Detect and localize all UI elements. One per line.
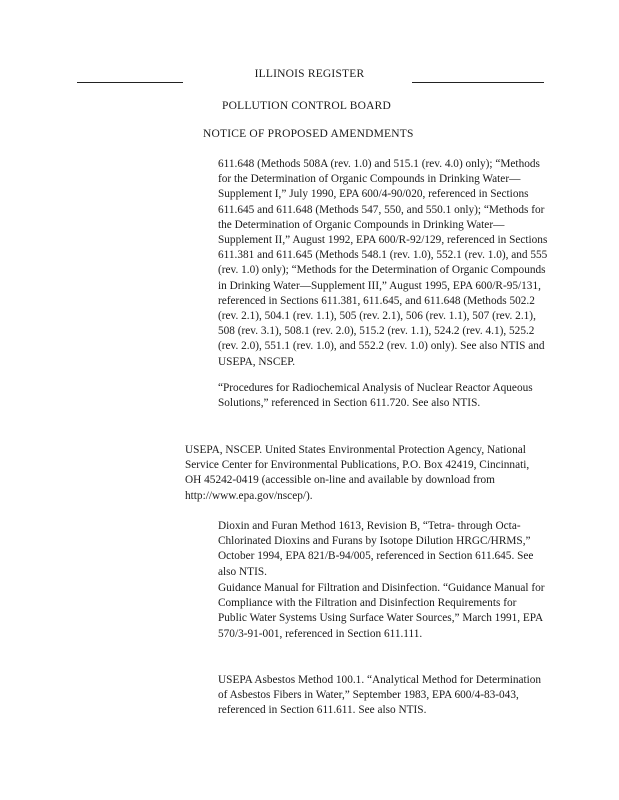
- paragraph-supplement-methods: 611.648 (Methods 508A (rev. 1.0) and 515.1 (rev. 4.0) only); “Methods for the Determination of Organic Compounds in Drinking Water—Supplement I,” July 1990, EPA 600/4-90/020, referenced in Sections 611.645 and 611.648 (Methods 547, 550, and 550.1 only); “Methods for the Determination of Organic Compounds in Drinking Water—Supplement II,” August 1992, EPA 600/R-92/129, referenced in Sections 611.381 and 611.645 (Methods 548.1 (rev. 1.0), 552.1 (rev. 1.0), and 555 (rev. 1.0) only); “Methods for the Determination of Organic Compounds in Drinking Water—Supplement III,” August 1995, EPA 600/R-95/131, referenced in Sections 611.381, 611.645, and 611.648 (Methods 502.2 (rev. 2.1), 504.1 (rev. 1.1), 505 (rev. 2.1), 506 (rev. 1.1), 507 (rev. 2.1), 508 (rev. 3.1), 508.1 (rev. 2.0), 515.2 (rev. 1.1), 524.2 (rev. 4.1), 525.2 (rev. 2.0), 551.1 (rev. 1.0), and 552.2 (rev. 1.0) only). See also NTIS and USEPA, NSCEP.: [218, 158, 548, 368]
- board-title: POLLUTION CONTROL BOARD: [222, 100, 392, 112]
- paragraph-dioxin-furan-method: Dioxin and Furan Method 1613, Revision B, “Tetra- through Octa-Chlorinated Dioxins and Furans by Isotope Dilution HRGC/HRMS,” October 1994, EPA 821/B-94/005, referenced in Section 611.645. See also NTIS.: [218, 520, 534, 578]
- paragraph-radiochemical-procedures: “Procedures for Radiochemical Analysis of Nuclear Reactor Aqueous Solutions,” referenced in Section 611.720. See also NTIS.: [218, 382, 533, 410]
- notice-title: NOTICE OF PROPOSED AMENDMENTS: [203, 128, 414, 140]
- header-rule-left: [77, 82, 183, 83]
- register-title: ILLINOIS REGISTER: [254, 68, 365, 80]
- paragraph-asbestos-method: USEPA Asbestos Method 100.1. “Analytical Method for Determination of Asbestos Fibers in Water,” September 1983, EPA 600/4-83-043, referenced in Section 611.611. See also NTIS.: [218, 674, 542, 717]
- paragraph-usepa-nscep: USEPA, NSCEP. United States Environmental Protection Agency, National Service Center for Environmental Publications, P.O. Box 42419, Cincinnati, OH 45242-0419 (accessible on-line and available by download from http://www.epa.gov/nscep/).: [185, 444, 530, 502]
- paragraph-guidance-manual: Guidance Manual for Filtration and Disinfection. “Guidance Manual for Compliance with the Filtration and Disinfection Requirements for Public Water Systems Using Surface Water Sources,” March 1991, EPA 570/3-91-001, referenced in Section 611.111.: [218, 582, 545, 640]
- header-rule-right: [412, 82, 544, 83]
